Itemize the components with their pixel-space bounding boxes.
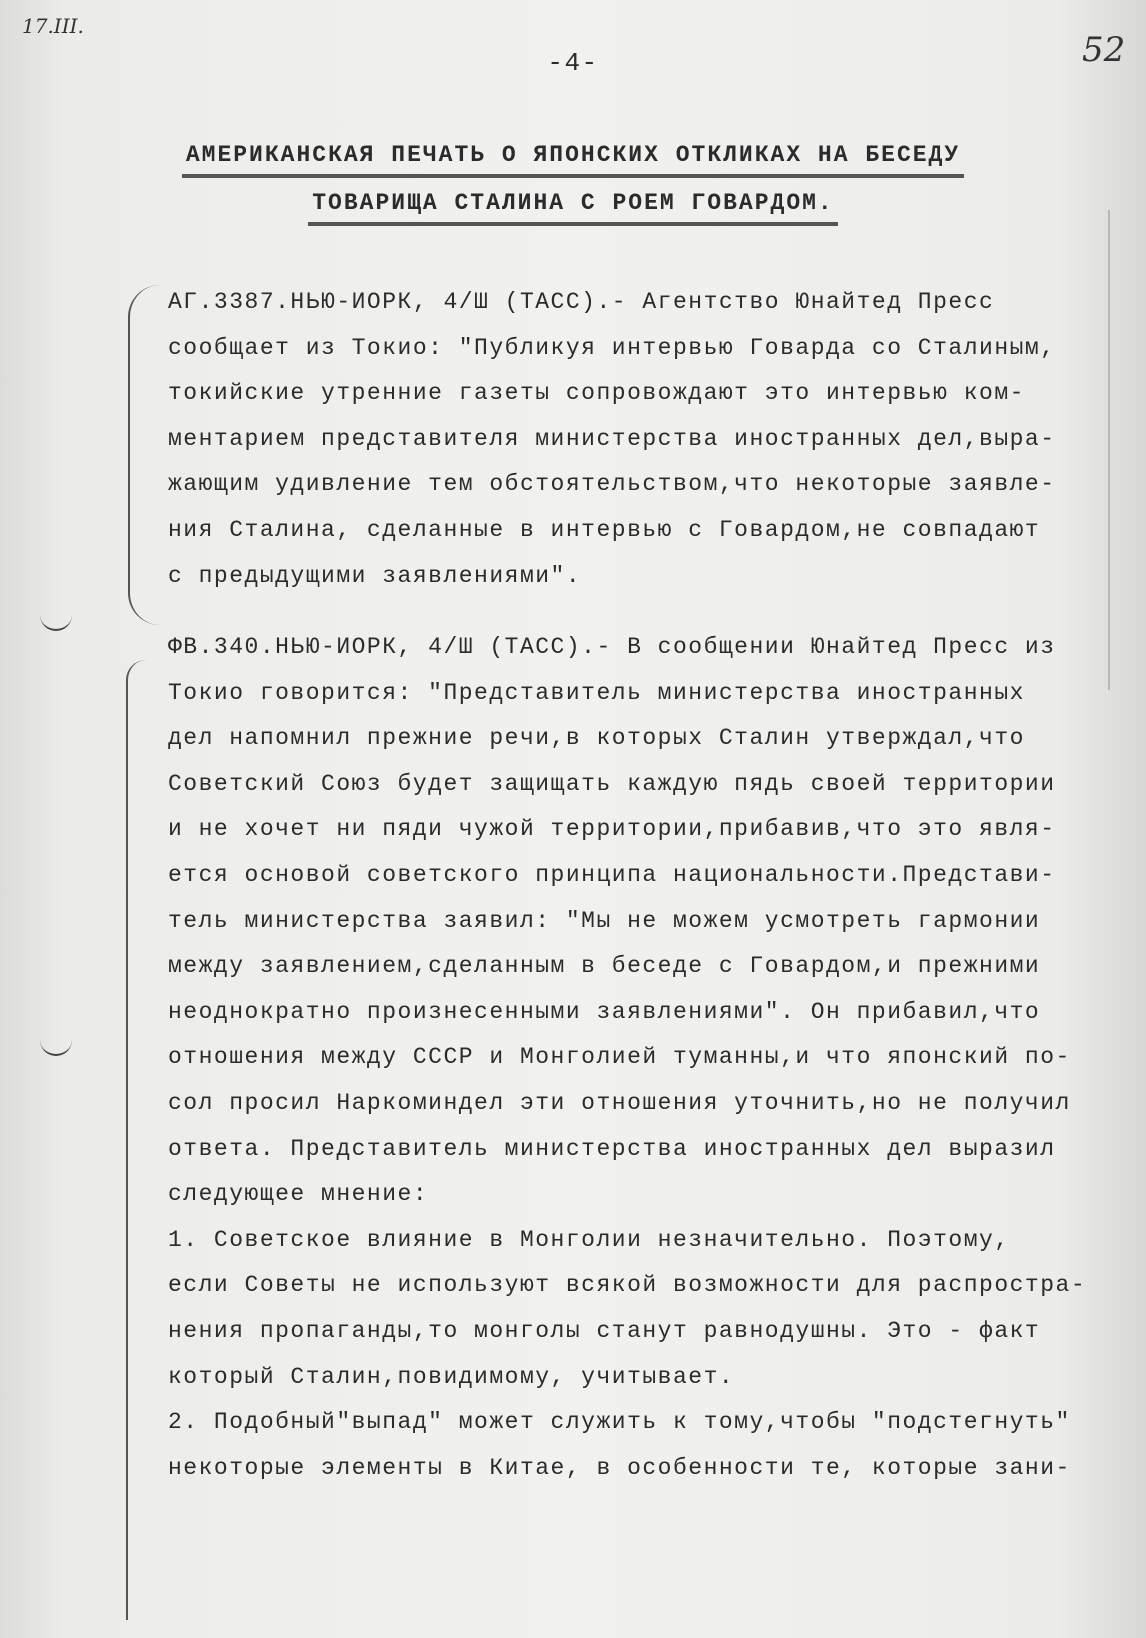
text-line: ментарием представителя министерства иностранных дел,выра-: [168, 425, 1056, 452]
text-line: сообщает из Токио: "Публикуя интервью Говарда со Сталиным,: [168, 334, 1056, 361]
margin-bracket-1: [128, 285, 160, 625]
text-line: который Сталин,повидимому, учитывает.: [168, 1363, 735, 1390]
text-line: ния Сталина, сделанные в интервью с Говардом,не совпадают: [168, 516, 1041, 543]
text-line: ответа. Представитель министерства иностранных дел выразил: [168, 1135, 1056, 1162]
text-line: ФВ.340.НЬЮ-ИОРК, 4/Ш (ТАСС).- В сообщении Юнайтед Пресс из: [168, 634, 1056, 660]
text-line: 1. Советское влияние в Монголии незначительно. Поэтому,: [168, 1226, 1010, 1253]
text-line: жающим удивление тем обстоятельством,что некоторые заявле-: [168, 471, 1056, 498]
text-line: ется основой советского принципа национальности.Представи-: [168, 861, 1056, 888]
margin-check-mark: [40, 615, 72, 631]
title-line-1: АМЕРИКАНСКАЯ ПЕЧАТЬ О ЯПОНСКИХ ОТКЛИКАХ НА БЕСЕДУ: [0, 142, 1146, 168]
page-edge-shadow: [1108, 210, 1110, 690]
text-line: нения пропаганды,то монголы станут равнодушны. Это - факт: [168, 1317, 1041, 1344]
text-line: если Советы не используют всякой возможности для распростра-: [168, 1272, 1087, 1299]
text-line: отношения между СССР и Монголией туманны,и что японский по-: [168, 1044, 1071, 1071]
text-line: токийские утренние газеты сопровождают это интервью ком-: [168, 380, 1025, 407]
handwritten-date-note: 17.III.: [22, 14, 84, 38]
handwritten-page-number: 52: [1082, 30, 1126, 70]
text-line: Советский Союз будет защищать каждую пядь своей территории: [168, 770, 1056, 797]
paragraph-1: [168, 280, 1098, 599]
text-line: с предыдущими заявлениями".: [168, 562, 582, 589]
text-line: Токио говорится: "Представитель министерства иностранных: [168, 679, 1025, 706]
text-line: неоднократно произнесенными заявлениями". Он прибавил,что: [168, 998, 1041, 1025]
text-line: 2. Подобный"выпад" может служить к тому,чтобы "подстегнуть": [168, 1409, 1071, 1436]
text-line: и не хочет ни пяди чужой территории,прибавив,что это явля-: [168, 816, 1056, 843]
text-line: сол просил Наркоминдел эти отношения уточнить,но не получил: [168, 1089, 1071, 1116]
text-line: АГ.3387.НЬЮ-ИОРК, 4/Ш (ТАСС).- Агентство Юнайтед Пресс: [168, 289, 995, 315]
text-line: между заявлением,сделанным в беседе с Говардом,и прежними: [168, 953, 1041, 980]
text-line: некоторые элементы в Китае, в особенности те, которые зани-: [168, 1454, 1071, 1481]
title-line-2: ТОВАРИЩА СТАЛИНА С РОЕМ ГОВАРДОМ.: [0, 190, 1146, 216]
margin-check-mark: [40, 1040, 72, 1056]
margin-bracket-2: [126, 660, 148, 1620]
text-line: дел напомнил прежние речи,в которых Сталин утверждал,что: [168, 725, 1025, 752]
text-line: следующее мнение:: [168, 1181, 429, 1208]
paragraph-2: [168, 625, 1098, 1491]
typed-page-number: -4-: [547, 48, 599, 78]
text-line: тель министерства заявил: "Мы не можем усмотреть гармонии: [168, 907, 1041, 934]
